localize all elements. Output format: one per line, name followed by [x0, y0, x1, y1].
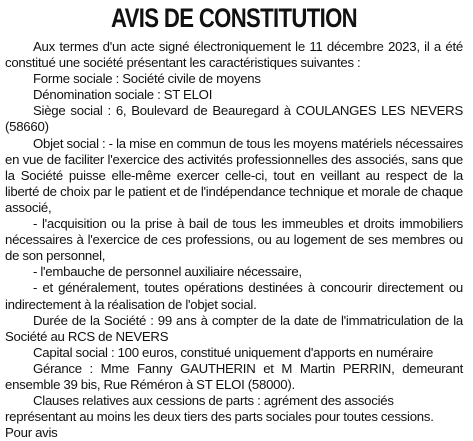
notice-title: AVIS DE CONSTITUTION [110, 3, 358, 33]
share-capital-line: Capital social : 100 euros, constitué uniquement d'apports en numéraire [33, 344, 434, 360]
company-name-line: Dénomination sociale : ST ELOI [33, 87, 213, 103]
legal-form-line: Forme sociale : Société civile de moyens [33, 71, 261, 87]
purpose-staff-item: - l'embauche de personnel auxiliaire nécessaire, [33, 264, 302, 280]
purpose-general-item: - et généralement, toutes opérations destinées à concourir directement ou indirectement à la réalisation de l'objet social. [5, 280, 463, 312]
share-transfer-clause: Clauses relatives aux cessions de parts : agrément des associés représentant au moins les deux tiers des parts sociales pour toutes cessions. Pour avis [5, 393, 434, 441]
purpose-property-item: - l'acquisition ou la prise à bail de tous les immeubles et droits immobiliers nécessaires à l'exercice de ces professions, ou au logement de ses membres ou de son personnel, [5, 216, 463, 264]
management-paragraph: Gérance : Mme Fanny GAUTHERIN et M Martin PERRIN, demeurant ensemble 39 bis, Rue Réméron à ST ELOI (58000). [5, 360, 463, 392]
notice-body [5, 39, 463, 441]
registered-office-line: Siège social : 6, Boulevard de Beauregard à COULANGES LES NEVERS (58660) [5, 103, 463, 135]
corporate-purpose-paragraph: Objet social : - la mise en commun de tous les moyens matériels nécessaires en vue de faciliter l'exercice des activités professionnelles des associés, sans que la Société puisse elle-même exercer celle-ci, tout en veillant au respect de la liberté de choix par le patient et de l'indépendance technique et morale de chaque associé, [5, 135, 463, 215]
intro-paragraph: Aux termes d'un acte signé électroniquement le 11 décembre 2023, il a été constitué une société présentant les caractéristiques suivantes : [5, 39, 463, 71]
duration-paragraph: Durée de la Société : 99 ans à compter de la date de l'immatriculation de la Société au RCS de NEVERS [5, 312, 463, 344]
